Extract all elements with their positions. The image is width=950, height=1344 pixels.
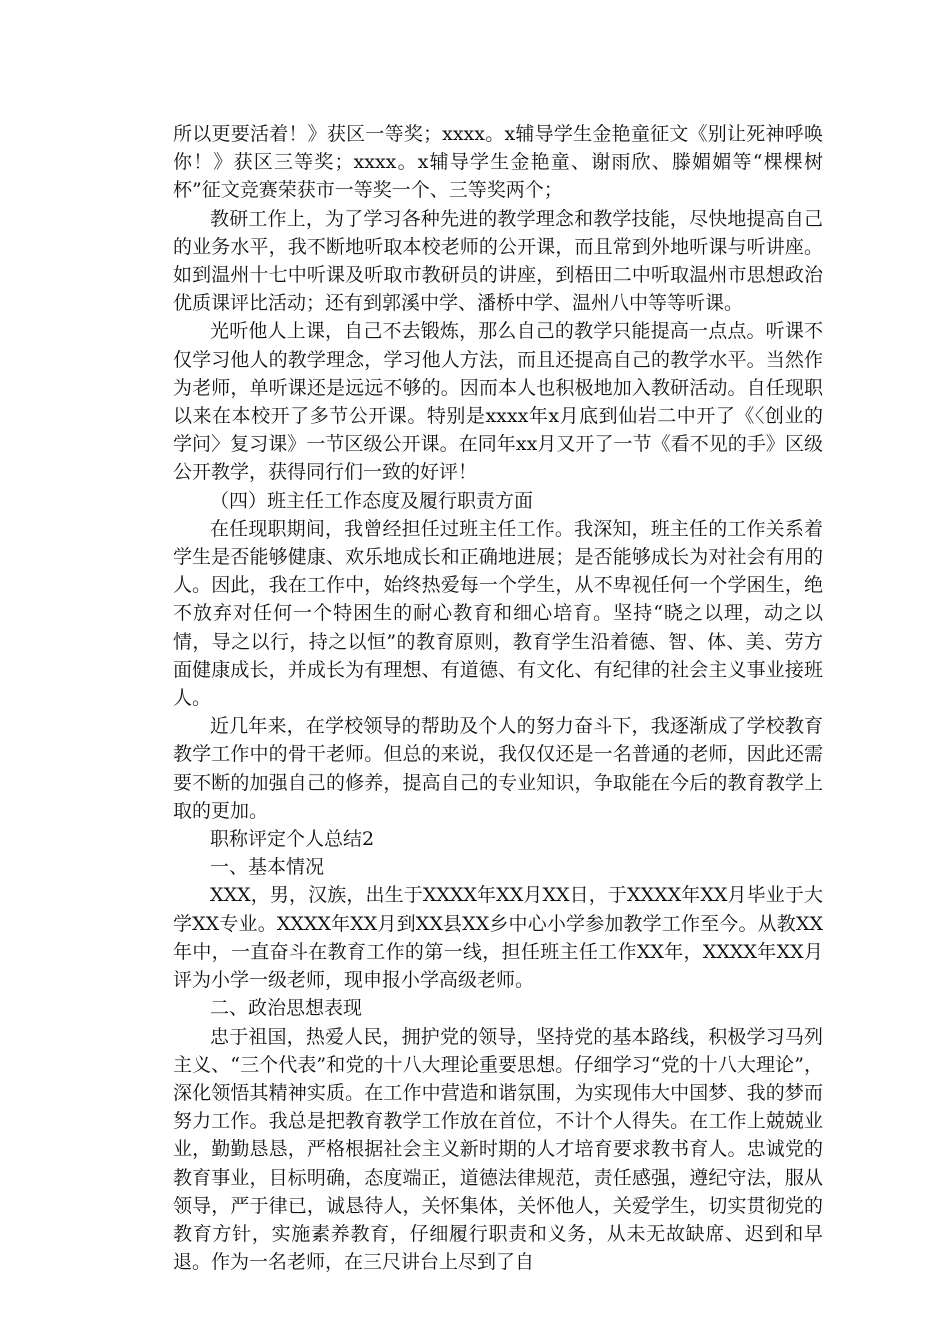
paragraph-class-teacher-work: 在任现职期间，我曾经担任过班主任工作。我深知，班主任的工作关系着学生是否能够健康、欢乐地成长和正确地进展；是否能够成长为对社会有用的人。因此，我在工作中，始终热爱每一个学生，从不卑视任何一个学困生，绝不放弃对任何一个特困生的耐心教育和细心培育。坚持“晓之以理，动之以情，导之以行，持之以恒”的教育原则，教育学生沿着德、智、体、美、劳方面健康成长，并成长为有理想、有道德、有文化、有纪律的社会主义事业接班人。 [173,517,823,710]
paragraph-awards-continued: 所以更要活着！》获区一等奖；xxxx。x辅导学生金艳童征文《别让死神呼唤你！》获区三等奖；xxxx。x辅导学生金艳童、谢雨欣、滕媚媚等“棵棵树杯”征文竞赛荣获市一等奖一个、三等奖两个； [173,123,823,202]
paragraph-political: 忠于祖国，热爱人民，拥护党的领导，坚持党的基本路线，积极学习马列主义、“三个代表”和党的十八大理论重要思想。仔细学习“党的十八大理论”，深化领悟其精神实质。在工作中营造和谐氛围，为实现伟大中国梦、我的梦而努力工作。我总是把教育教学工作放在首位，不计个人得失。在工作上兢兢业业，勤勤恳恳，严格根据社会主义新时期的人才培育要求教书育人。忠诚党的教育事业，目标明确，态度端正，道德法律规范，责任感强，遵纪守法，服从领导，严于律已，诚恳待人，关怀集体，关怀他人，关爱学生，切实贯彻党的教育方针，实施素养教育，仔细履行职责和义务，从未无故缺席、迟到和早退。作为一名老师，在三尺讲台上尽到了自 [173,1025,823,1274]
paragraph-open-classes: 光听他人上课，自己不去锻炼，那么自己的教学只能提高一点点。听课不仅学习他人的教学理念，学习他人方法，而且还提高自己的教学水平。当然作为老师，单听课还是远远不够的。因而本人也积极地加入教研活动。自任现职以来在本校开了多节公开课。特别是xxxx年x月底到仙岩二中开了《〈创业的学问〉复习课》一节区级公开课。在同年xx月又开了一节《看不见的手》区级公开教学，获得同行们一致的好评！ [173,320,823,484]
section-heading-class-teacher: （四）班主任工作态度及履行职责方面 [210,489,534,512]
section-heading-basic-info: 一、基本情况 [210,856,325,879]
section-heading-political: 二、政治思想表现 [210,997,363,1020]
paragraph-basic-info: XXX，男，汉族，出生于XXXX年XX月XX日，于XXXX年XX月毕业于大学XX专业。XXXX年XX月到XX县XX乡中心小学参加教学工作至今。从教XX年中，一直奋斗在教育工作的第一线，担任班主任工作XX年，XXXX年XX月评为小学一级老师，现申报小学高级老师。 [173,884,823,992]
document-title-summary-2: 职称评定个人总结2 [210,828,375,851]
document-body [173,120,823,1276]
paragraph-recent-years: 近几年来，在学校领导的帮助及个人的努力奋斗下，我逐渐成了学校教育教学工作中的骨干老师。但总的来说，我仅仅还是一名普通的老师，因此还需要不断的加强自己的修养，提高自己的专业知识，争取能在今后的教育教学上取的更加。 [173,715,823,822]
paragraph-teaching-research: 教研工作上，为了学习各种先进的教学理念和教学技能，尽快地提高自己的业务水平，我不断地听取本校老师的公开课，而且常到外地听课与听讲座。如到温州十七中听课及听取市教研员的讲座，到梧田二中听取温州市思想政治优质课评比活动；还有到郭溪中学、潘桥中学、温州八中等等听课。 [173,207,823,315]
